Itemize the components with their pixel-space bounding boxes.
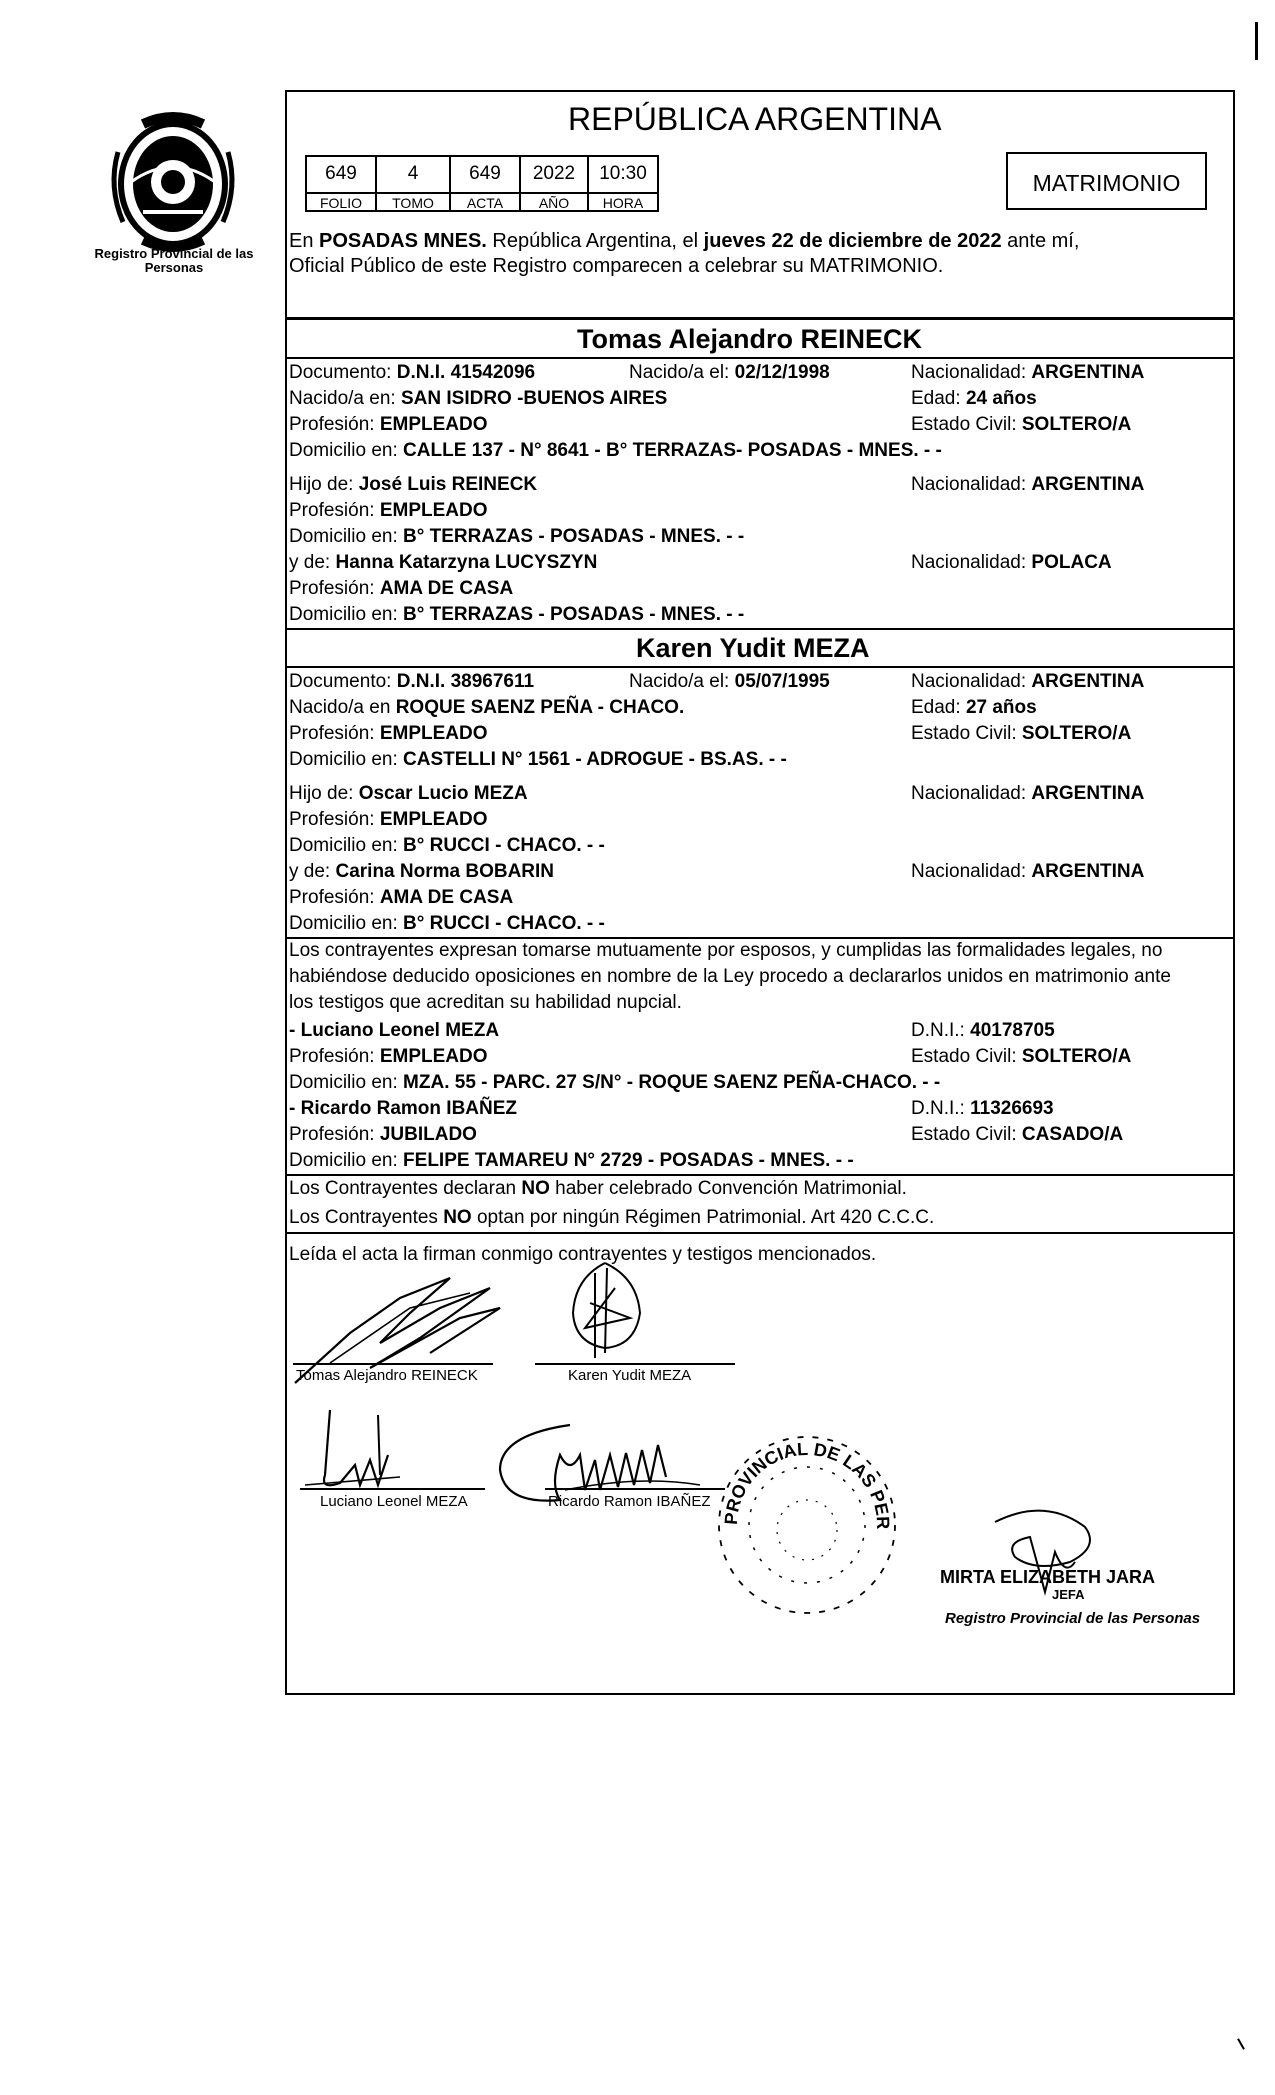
spouse1-civil-status: Estado Civil: SOLTERO/A: [911, 414, 1132, 435]
reg-cell-hora: 10:30 HORA: [589, 157, 657, 212]
logo-caption: Registro Provincial de las Personas: [94, 246, 254, 275]
spouse2-birthplace: Nacido/a en ROQUE SAENZ PEÑA - CHACO.: [289, 697, 685, 718]
spouse1-mother-profession: Profesión: AMA DE CASA: [289, 578, 514, 599]
spouse2-civil-status: Estado Civil: SOLTERO/A: [911, 723, 1132, 744]
reg-cell-folio: 649 FOLIO: [307, 157, 377, 212]
scan-mark: [1255, 22, 1258, 60]
signature-karen: [555, 1258, 655, 1368]
spouse1-address: Domicilio en: CALLE 137 - N° 8641 - B° TERRAZAS- POSADAS - MNES. - -: [289, 440, 942, 461]
spouse2-nationality: Nacionalidad: ARGENTINA: [911, 671, 1145, 692]
country-title: REPÚBLICA ARGENTINA: [568, 101, 942, 137]
regime-patrimonial: Los Contrayentes NO optan por ningún Régimen Patrimonial. Art 420 C.C.C.: [289, 1207, 935, 1228]
witness1-address: Domicilio en: MZA. 55 - PARC. 27 S/N° - ROQUE SAENZ PEÑA-CHACO. - -: [289, 1072, 941, 1093]
spouse2-father-profession: Profesión: EMPLEADO: [289, 809, 488, 830]
spouse1-father-nationality: Nacionalidad: ARGENTINA: [911, 474, 1145, 495]
seal-text: PROVINCIAL DE LAS PERSONAS: [704, 1414, 894, 1530]
spouse1-name-heading: Tomas Alejandro REINECK: [577, 324, 923, 354]
witness2-dni: D.N.I.: 11326693: [911, 1098, 1054, 1119]
spouse2-mother-address: Domicilio en: B° RUCCI - CHACO. - -: [289, 913, 605, 934]
witness2-address: Domicilio en: FELIPE TAMAREU N° 2729 - POSADAS - MNES. - -: [289, 1150, 854, 1171]
witness1-dni: D.N.I.: 40178705: [911, 1020, 1055, 1041]
declaration-line-2: habiéndose deducido oposiciones en nombre de la Ley procedo a declararlos unidos en matrimonio ante: [289, 966, 1171, 987]
spouse1-father-profession: Profesión: EMPLEADO: [289, 500, 488, 521]
official-title: JEFA: [1052, 1587, 1085, 1602]
spouse1-age: Edad: 24 años: [911, 388, 1037, 409]
registration-table: [305, 155, 659, 212]
spouse1-father-address: Domicilio en: B° TERRAZAS - POSADAS - MNES. - -: [289, 526, 745, 547]
spouse1-mother-nationality: Nacionalidad: POLACA: [911, 552, 1112, 573]
closing-statement: Leída el acta la firman conmigo contrayentes y testigos mencionados.: [289, 1244, 877, 1265]
signature-luciano: [300, 1405, 410, 1495]
witness2-profession: Profesión: JUBILADO: [289, 1124, 477, 1145]
spouse1-birthdate: Nacido/a el: 02/12/1998: [629, 362, 830, 383]
reg-cell-tomo: 4 TOMO: [377, 157, 451, 212]
reg-cell-anio: 2022 AÑO: [521, 157, 589, 212]
sig-name-karen: Karen Yudit MEZA: [568, 1367, 692, 1384]
witness1-civil-status: Estado Civil: SOLTERO/A: [911, 1046, 1132, 1067]
spouse1-profession: Profesión: EMPLEADO: [289, 414, 488, 435]
declaration-line-1: Los contrayentes expresan tomarse mutuamente por esposos, y cumplidas las formalidades legales, no: [289, 940, 1163, 961]
signature-official: [975, 1502, 1125, 1612]
spouse2-age: Edad: 27 años: [911, 697, 1037, 718]
sig-name-tomas: Tomas Alejandro REINECK: [296, 1367, 478, 1384]
spouse2-name-heading: Karen Yudit MEZA: [636, 633, 870, 663]
registry-seal-icon: [704, 1414, 902, 1620]
spouse1-mother: y de: Hanna Katarzyna LUCYSZYN: [289, 552, 598, 573]
spouse1-father: Hijo de: José Luis REINECK: [289, 474, 538, 495]
spouse1-birthplace: Nacido/a en: SAN ISIDRO -BUENOS AIRES: [289, 388, 668, 409]
act-type-box: [1006, 152, 1207, 210]
spouse2-father-nationality: Nacionalidad: ARGENTINA: [911, 783, 1145, 804]
declaration-line-3: los testigos que acreditan su habilidad nupcial.: [289, 992, 682, 1013]
witness1-profession: Profesión: EMPLEADO: [289, 1046, 488, 1067]
sig-name-ricardo: Ricardo Ramon IBAÑEZ: [548, 1493, 711, 1510]
witness2-civil-status: Estado Civil: CASADO/A: [911, 1124, 1124, 1145]
spouse2-father: Hijo de: Oscar Lucio MEZA: [289, 783, 528, 804]
spouse1-document: Documento: D.N.I. 41542096: [289, 362, 536, 383]
official-office: Registro Provincial de las Personas: [945, 1610, 1201, 1627]
spouse2-document: Documento: D.N.I. 38967611: [289, 671, 535, 692]
spouse1-nationality: Nacionalidad: ARGENTINA: [911, 362, 1145, 383]
act-type-label: MATRIMONIO: [1032, 170, 1181, 196]
spouse2-address: Domicilio en: CASTELLI N° 1561 - ADROGUE - BS.AS. - -: [289, 749, 787, 770]
official-name: MIRTA ELIZABETH JARA: [940, 1567, 1155, 1587]
intro-line-1: En POSADAS MNES. República Argentina, el jueves 22 de diciembre de 2022 ante mí,: [289, 230, 1080, 252]
spouse2-mother-nationality: Nacionalidad: ARGENTINA: [911, 861, 1145, 882]
regime-convention: Los Contrayentes declaran NO haber celebrado Convención Matrimonial.: [289, 1178, 907, 1199]
spouse2-mother: y de: Carina Norma BOBARIN: [289, 861, 555, 882]
spouse2-father-address: Domicilio en: B° RUCCI - CHACO. - -: [289, 835, 605, 856]
spouse1-mother-address: Domicilio en: B° TERRAZAS - POSADAS - MNES. - -: [289, 604, 745, 625]
spouse2-mother-profession: Profesión: AMA DE CASA: [289, 887, 514, 908]
spouse2-birthdate: Nacido/a el: 05/07/1995: [629, 671, 830, 692]
witness2-name: - Ricardo Ramon IBAÑEZ: [289, 1098, 518, 1119]
misiones-emblem-icon: [103, 112, 243, 252]
witness1-name: - Luciano Leonel MEZA: [289, 1020, 500, 1041]
reg-cell-acta: 649 ACTA: [451, 157, 521, 212]
intro-line-2: Oficial Público de este Registro comparecen a celebrar su MATRIMONIO.: [289, 255, 944, 277]
spouse2-profession: Profesión: EMPLEADO: [289, 723, 488, 744]
scan-mark-bottom: [1237, 2038, 1245, 2049]
sig-name-luciano: Luciano Leonel MEZA: [320, 1493, 468, 1510]
